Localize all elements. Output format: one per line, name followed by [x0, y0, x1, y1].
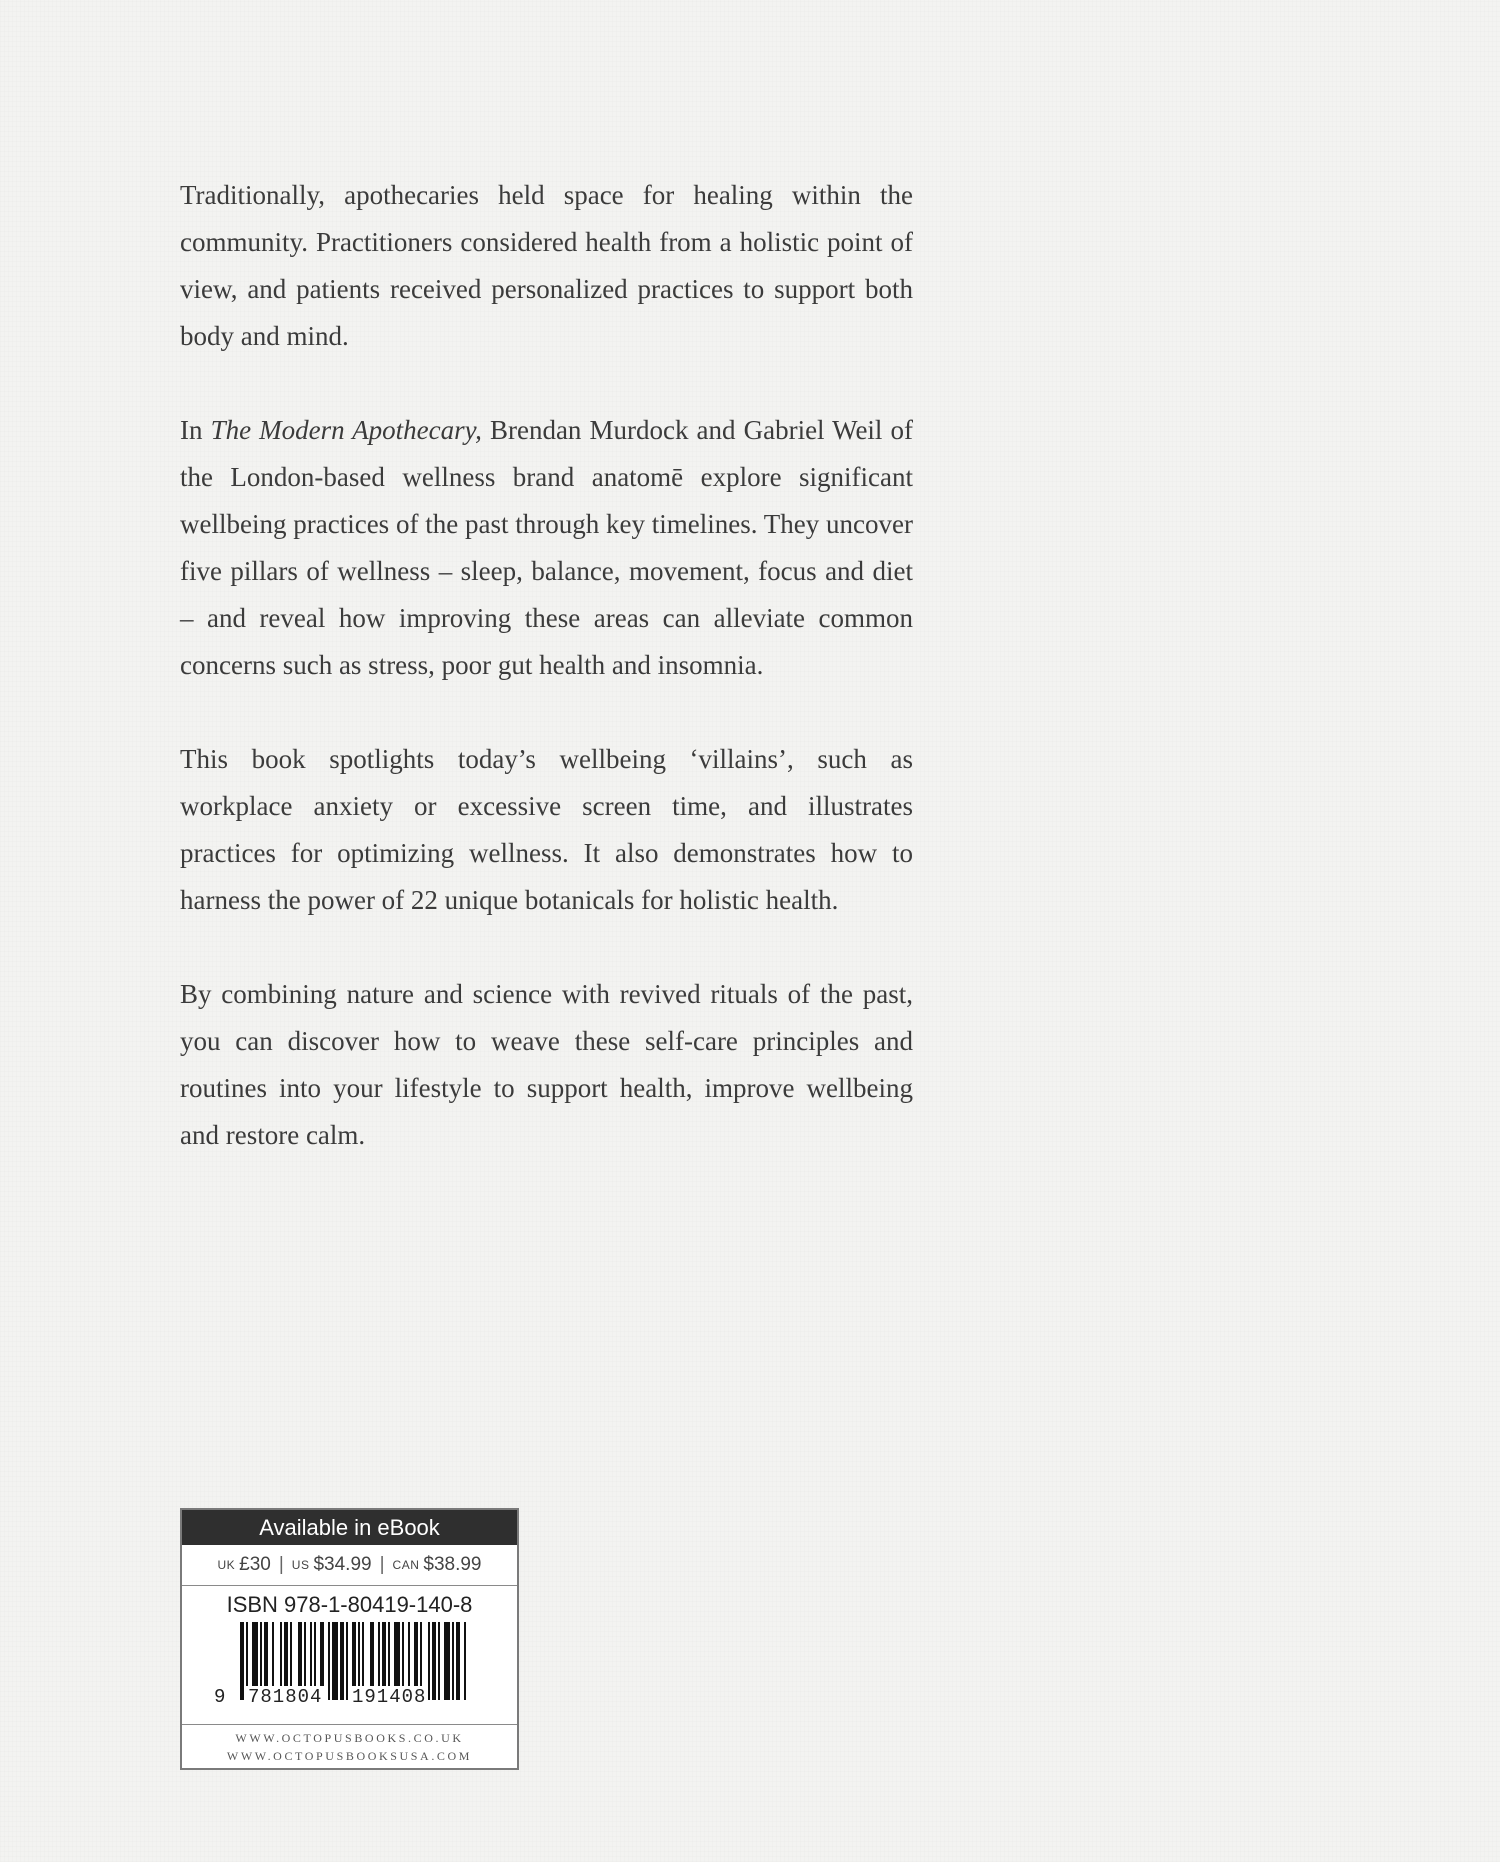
price-can: $38.99	[423, 1554, 482, 1575]
blurb-paragraph-2	[180, 407, 913, 689]
publisher-url-us: WWW.OCTOPUSBOOKSUSA.COM	[226, 1749, 473, 1763]
blurb-text	[180, 172, 913, 1159]
price-country-can: CAN	[392, 1558, 420, 1572]
blurb-p2-rest: Brendan Murdock and Gabriel Weil of the London-based wellness brand anatomē explore significant wellbeing practices of the past through key timelines. They uncover five pillars of wellness – sleep, balance, movement, focus and diet – and reveal how improving these areas can alleviate common concerns such as stress, poor gut health and insomnia.	[180, 415, 913, 680]
price-separator: |	[379, 1554, 385, 1575]
barcode-graphic	[182, 1622, 517, 1706]
blurb-paragraph-3: This book spotlights today’s wellbeing ‘villains’, such as workplace anxiety or excessive screen time, and illustrates practices for optimizing wellness. It also demonstrates how to harness the power of 22 unique botanicals for holistic health.	[180, 744, 913, 915]
barcode-digits-right: 191408	[352, 1686, 427, 1708]
barcode-digits-left: 781804	[248, 1686, 323, 1708]
ebook-availability-band: Available in eBook	[182, 1510, 517, 1545]
price-us: $34.99	[313, 1554, 372, 1575]
book-title-italic: The Modern Apothecary,	[210, 415, 482, 445]
barcode-digits	[182, 1686, 517, 1708]
publisher-urls	[182, 1724, 517, 1768]
isbn-number: ISBN 978-1-80419-140-8	[226, 1592, 473, 1617]
price-separator: |	[278, 1554, 284, 1575]
price-row	[182, 1545, 517, 1586]
blurb-paragraph-1: Traditionally, apothecaries held space for healing within the community. Practitioners considered health from a holistic point of view, and patients received personalized practices to support both body and mind.	[180, 180, 913, 351]
barcode-digit-first: 9	[214, 1686, 226, 1708]
barcode-panel	[180, 1508, 519, 1770]
blurb-p2-prefix: In	[180, 415, 211, 445]
price-uk: £30	[239, 1554, 271, 1575]
publisher-url-uk: WWW.OCTOPUSBOOKS.CO.UK	[235, 1731, 464, 1745]
blurb-paragraph-4: By combining nature and science with revived rituals of the past, you can discover how to weave these self-care principles and routines into your lifestyle to support health, improve wellbeing and restore calm.	[180, 979, 913, 1150]
price-country-us: US	[291, 1558, 310, 1572]
price-country-uk: UK	[217, 1558, 236, 1572]
